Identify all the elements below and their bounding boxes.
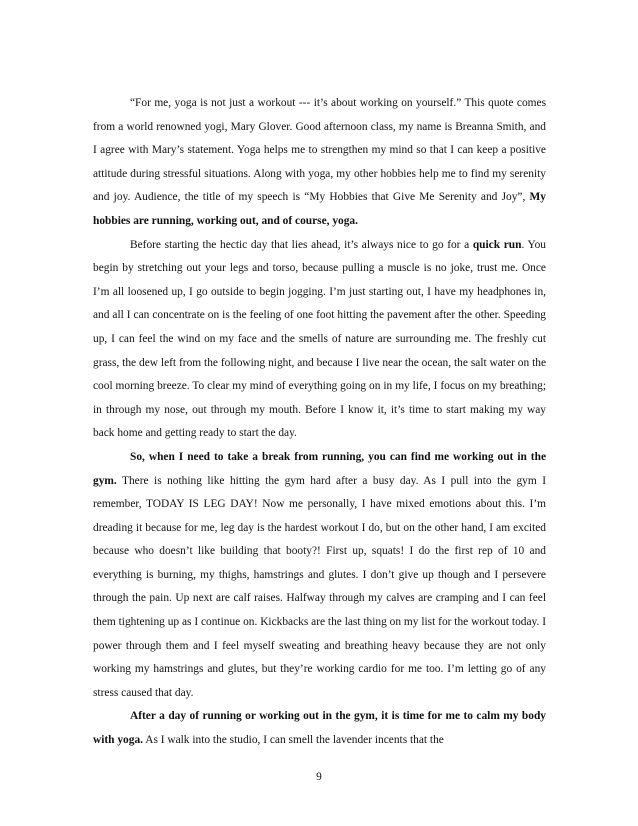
text-segment: . You begin by stretching out your legs and torso, because pulling a muscle is no joke, trust me. Once I’m all loosened up, I go outside to begin jogging. I’m just starting out, I have my headphones in, and all I can concentrate on is the feeling of one foot hitting the pavement after the other. Speeding up, I can feel the wind on my face and the smells of nature are surrounding me. The freshly cut grass, the dew left from the following night, and because I live near the ocean, the salt water on the cool morning breeze. To clear my mind of everything going on in my life, I focus on my breathing; in through my nose, out through my mouth. Before I know it, it’s time to start making my way back home and getting ready to start the day. bbox=[93, 238, 546, 440]
text-segment: “For me, yoga is not just a workout --- it’s about working on yourself.” This quote comes from a world renowned yogi, Mary Glover. Good afternoon class, my name is Breanna Smith, and I agree with Mary’s statement. Yoga helps me to strengthen my mind so that I can keep a positive attitude during stressful situations. Along with yoga, my other hobbies help me to find my serenity and joy. Audience, the title of my speech is “My Hobbies that Give Me Serenity and Joy”, bbox=[93, 97, 546, 204]
bold-phrase: quick run bbox=[472, 238, 522, 251]
body-text bbox=[93, 92, 546, 753]
paragraph-running bbox=[93, 234, 546, 446]
page-number: 9 bbox=[316, 771, 322, 783]
paragraph-intro bbox=[93, 92, 546, 234]
paragraph-yoga bbox=[93, 705, 546, 752]
topic-sentence: So, when I need to take a break from running, you can find me working out in the gym. bbox=[93, 450, 546, 487]
thesis-statement: My hobbies are running, working out, and of course, yoga. bbox=[93, 191, 546, 227]
topic-sentence: After a day of running or working out in the gym, it is time for me to calm my body with yoga. bbox=[93, 710, 546, 747]
text-segment: As I walk into the studio, I can smell the lavender incents that the bbox=[143, 734, 444, 747]
text-segment: There is nothing like hitting the gym hard after a busy day. As I pull into the gym I remember, TODAY IS LEG DAY! Now me personally, I have mixed emotions about this. I’m dreading it because for me, leg day is the hardest workout I do, but on the other hand, I am excited because who doesn’t like building that booty?! First up, squats! I do the first rep of 10 and everything is burning, my thighs, hamstrings and glutes. I don’t give up though and I persevere through the pain. Up next are calf raises. Halfway through my calves are cramping and I can feel them tightening up as I continue on. Kickbacks are the last thing on my list for the workout today. I power through them and I feel myself sweating and breathing heavy because they are not only working my hamstrings and glutes, but they’re working cardio for me too. I’m letting go of any stress caused that day. bbox=[93, 474, 546, 699]
text-segment: Before starting the hectic day that lies ahead, it’s always nice to go for a bbox=[130, 238, 473, 251]
paragraph-gym bbox=[93, 446, 546, 706]
